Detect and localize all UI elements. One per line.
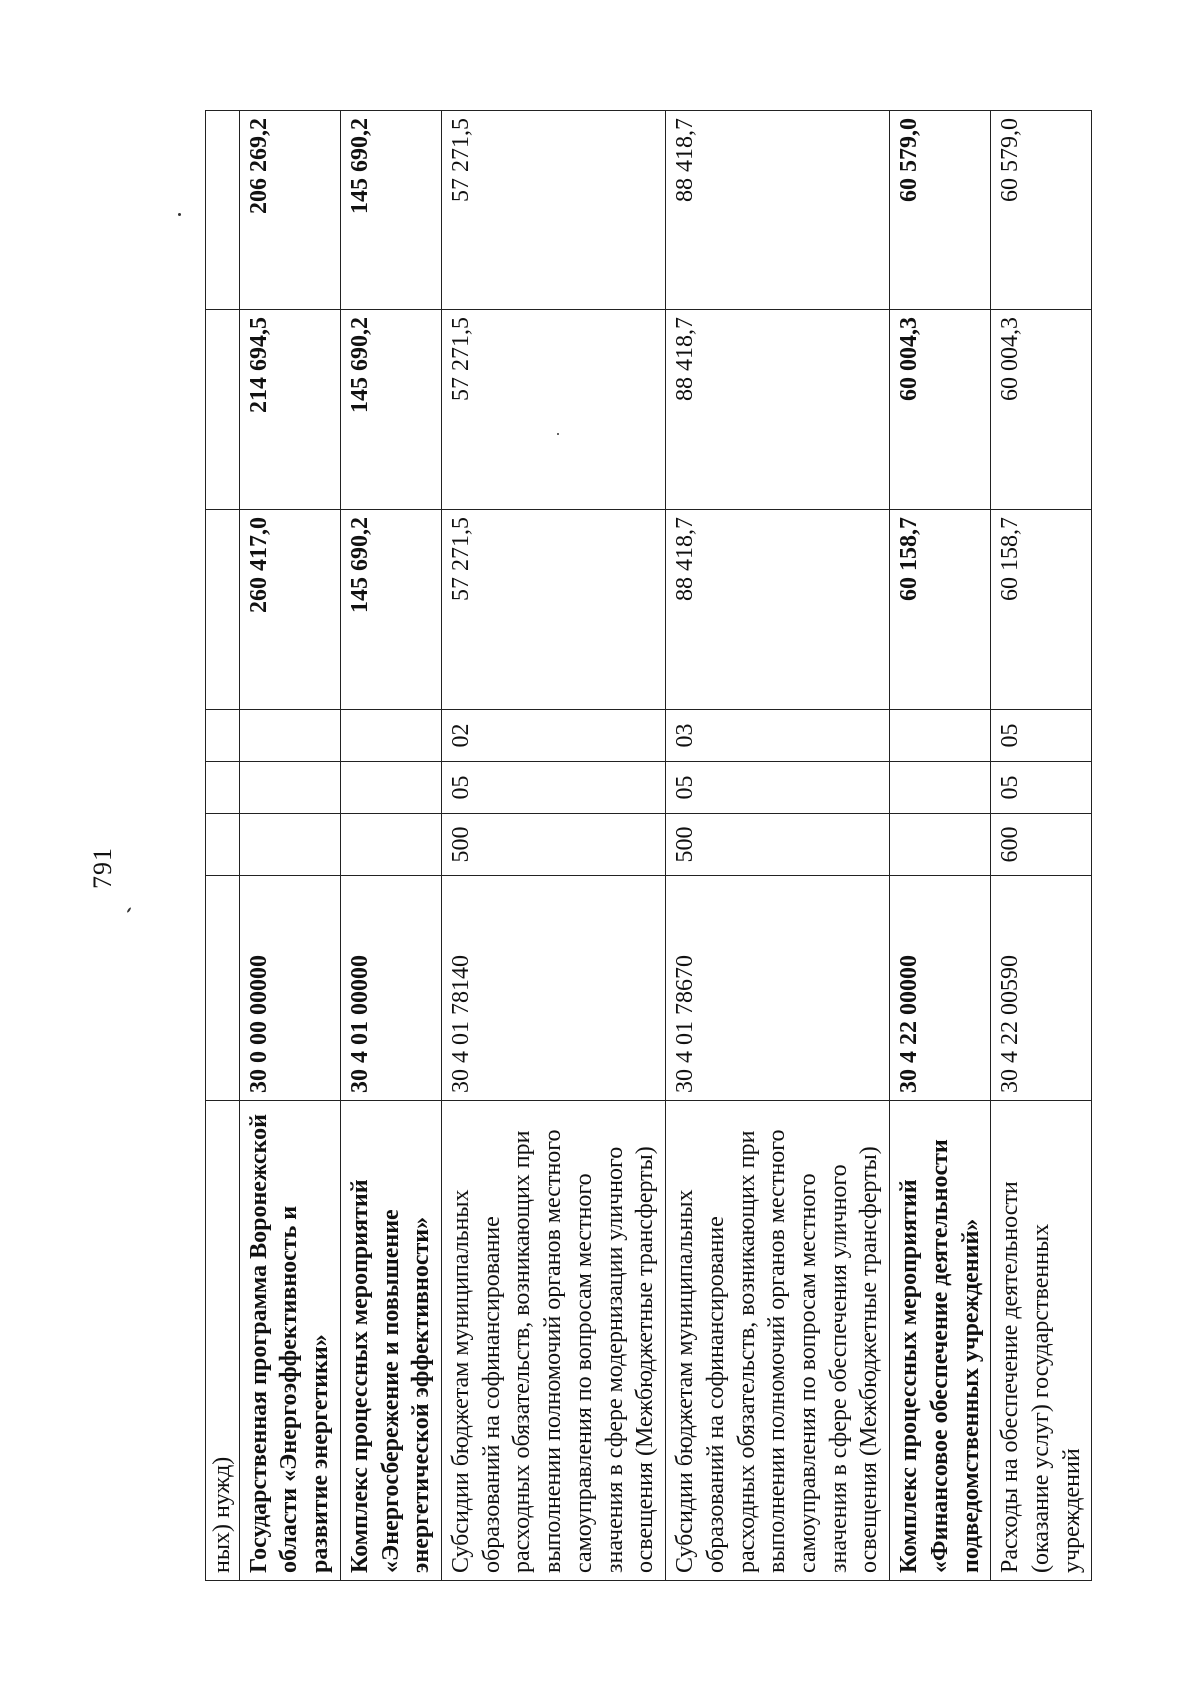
amount-year2-cell: 214 694,5	[239, 310, 340, 510]
scan-speck	[126, 907, 131, 913]
amount-year3-cell: 145 690,2	[340, 111, 441, 310]
amount-year1-cell: 60 158,7	[890, 510, 991, 710]
page-number: 791	[88, 847, 117, 889]
section-cell	[890, 762, 991, 814]
budget-code-cell: 30 4 22 00590	[991, 876, 1092, 1101]
table-row	[442, 111, 666, 1581]
section-cell	[206, 762, 240, 814]
table-row	[206, 111, 240, 1581]
amount-year1-cell	[206, 510, 240, 710]
row-name-cell: Субсидии бюджетам муниципальных образований на софинансирование расходных обязательств, возникающих при выполнении полномочий органов местного самоуправления по вопросам местного значения в сфере обеспечения уличного освещения (Межбюджетные трансферты)	[666, 1101, 890, 1581]
subsection-cell	[890, 710, 991, 762]
amount-year3-cell: 60 579,0	[890, 111, 991, 310]
table-body	[206, 111, 1092, 1581]
amount-year2-cell	[206, 310, 240, 510]
amount-year2-cell: 88 418,7	[666, 310, 890, 510]
expense-type-cell	[239, 814, 340, 876]
budget-code-cell	[206, 876, 240, 1101]
amount-year3-cell: 60 579,0	[991, 111, 1092, 310]
budget-code-cell: 30 4 01 78670	[666, 876, 890, 1101]
amount-year3-cell: 57 271,5	[442, 111, 666, 310]
amount-year2-cell: 60 004,3	[890, 310, 991, 510]
section-cell: 05	[666, 762, 890, 814]
row-name-cell: Расходы на обеспечение деятельности (оказание услуг) государственных учреждений	[991, 1101, 1092, 1581]
budget-table	[205, 110, 1092, 1581]
amount-year3-cell	[206, 111, 240, 310]
budget-code-cell: 30 0 00 00000	[239, 876, 340, 1101]
section-cell	[340, 762, 441, 814]
table-row	[666, 111, 890, 1581]
subsection-cell	[340, 710, 441, 762]
subsection-cell	[239, 710, 340, 762]
row-name-cell: Субсидии бюджетам муниципальных образований на софинансирование расходных обязательств, возникающих при выполнении полномочий органов местного самоуправления по вопросам местного значения в сфере модернизации уличного освещения (Межбюджетные трансферты)	[442, 1101, 666, 1581]
amount-year2-cell: 60 004,3	[991, 310, 1092, 510]
amount-year1-cell: 88 418,7	[666, 510, 890, 710]
budget-code-cell: 30 4 01 00000	[340, 876, 441, 1101]
section-cell	[239, 762, 340, 814]
subsection-cell: 02	[442, 710, 666, 762]
expense-type-cell	[890, 814, 991, 876]
expense-type-cell: 600	[991, 814, 1092, 876]
amount-year2-cell: 145 690,2	[340, 310, 441, 510]
row-name-cell: Государственная программа Воронежской области «Энергоэффективность и развитие энергетики»	[239, 1101, 340, 1581]
section-cell: 05	[991, 762, 1092, 814]
amount-year1-cell: 60 158,7	[991, 510, 1092, 710]
subsection-cell	[206, 710, 240, 762]
expense-type-cell: 500	[442, 814, 666, 876]
amount-year1-cell: 145 690,2	[340, 510, 441, 710]
amount-year3-cell: 206 269,2	[239, 111, 340, 310]
amount-year3-cell: 88 418,7	[666, 111, 890, 310]
table-row	[890, 111, 991, 1581]
row-name-cell: ных) нужд)	[206, 1101, 240, 1581]
table-row	[991, 111, 1092, 1581]
amount-year1-cell: 260 417,0	[239, 510, 340, 710]
budget-code-cell: 30 4 01 78140	[442, 876, 666, 1101]
row-name-cell: Комплекс процессных мероприятий «Энергосбережение и повышение энергетической эффективности»	[340, 1101, 441, 1581]
budget-table-rotated	[205, 111, 1085, 1581]
table-row	[239, 111, 340, 1581]
expense-type-cell	[340, 814, 441, 876]
scan-speck	[178, 213, 181, 216]
expense-type-cell	[206, 814, 240, 876]
section-cell: 05	[442, 762, 666, 814]
budget-code-cell: 30 4 22 00000	[890, 876, 991, 1101]
subsection-cell: 03	[666, 710, 890, 762]
subsection-cell: 05	[991, 710, 1092, 762]
amount-year2-cell: 57 271,5	[442, 310, 666, 510]
expense-type-cell: 500	[666, 814, 890, 876]
table-row	[340, 111, 441, 1581]
amount-year1-cell: 57 271,5	[442, 510, 666, 710]
row-name-cell: Комплекс процессных мероприятий «Финансовое обеспечение деятельности подведомственных учреждений»	[890, 1101, 991, 1581]
